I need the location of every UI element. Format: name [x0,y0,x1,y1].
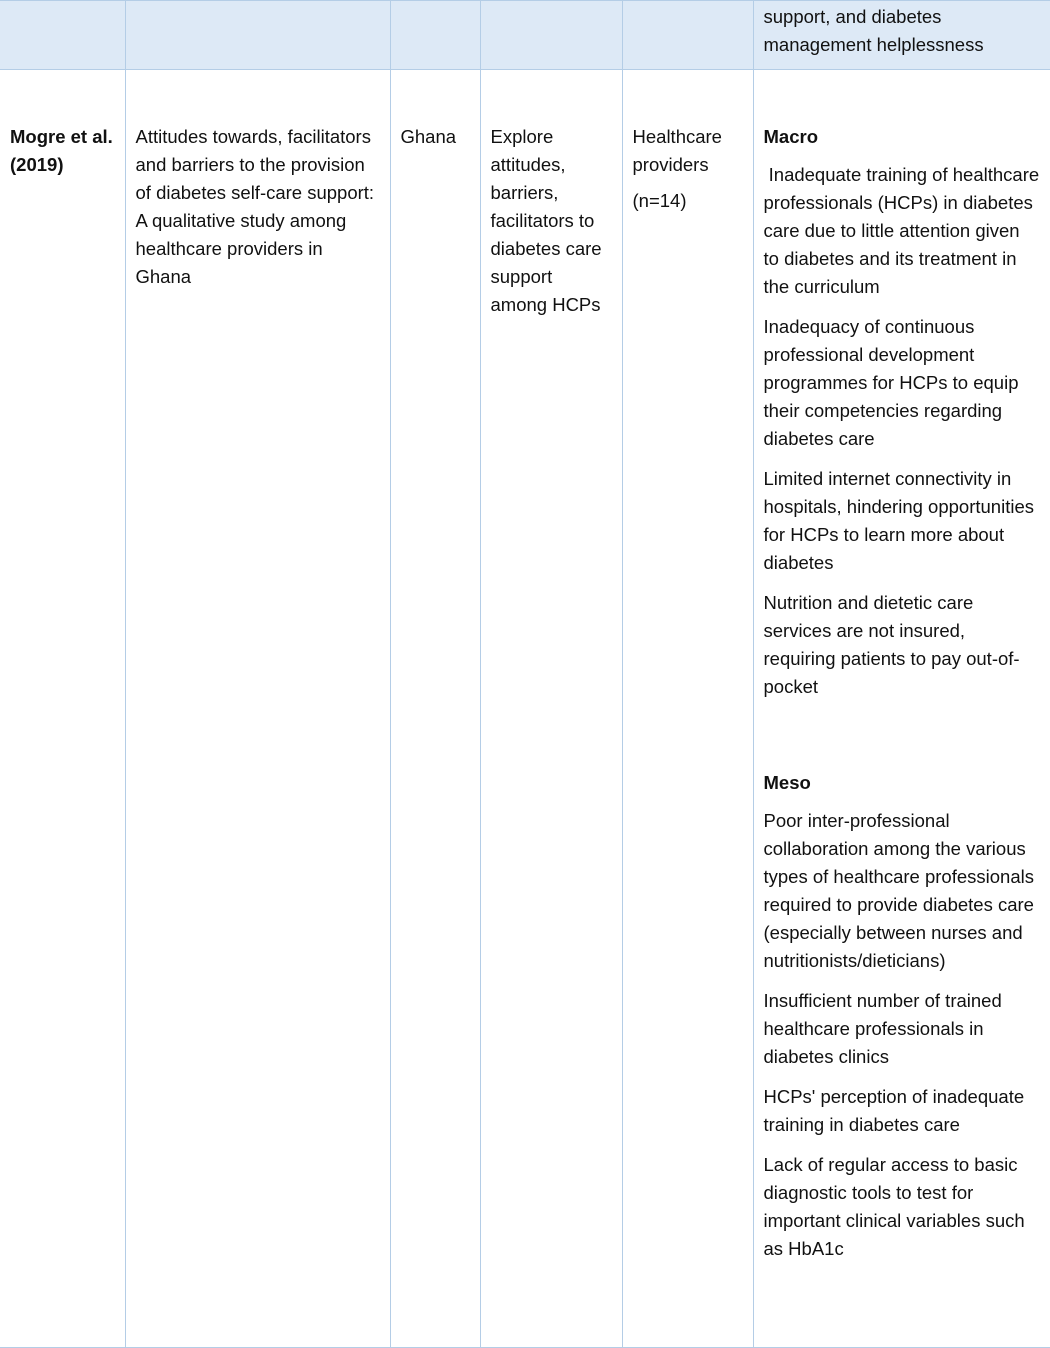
macro-heading: Macro [763,126,818,147]
meso-finding: Insufficient number of trained healthcare professionals in diabetes clinics [763,990,1002,1067]
meso-finding: Poor inter-professional collaboration among the various types of healthcare professionals required to provide diabetes care (especially between nurses and nutritionists/dieticians) [763,810,1034,971]
macro-finding: Inadequacy of continuous professional development programmes for HCPs to equip their competencies regarding diabetes care [763,316,1019,449]
table-row [0,70,1050,1348]
cont-cell-country [390,1,480,70]
meso-finding: Lack of regular access to basic diagnostic tools to test for important clinical variables such as HbA1c [763,1154,1025,1259]
study-participants: Healthcare providers [632,126,722,175]
title-cell [125,70,390,1348]
macro-finding: Inadequate training of healthcare professionals (HCPs) in diabetes care due to little attention given to diabetes and its treatment in the curriculum [763,164,1045,297]
participants-cell [622,70,753,1348]
section-spacer [764,713,1041,769]
meso-finding: HCPs' perception of inadequate training in diabetes care [763,1086,1025,1135]
cont-cell-author [0,1,125,70]
study-sample-size: (n=14) [632,190,687,211]
study-title: Attitudes towards, facilitators and barriers to the provision of diabetes self-care support: A qualitative study among healthcare providers in Ghana [135,126,375,287]
cont-cell-title [125,1,390,70]
aim-cell [480,70,622,1348]
cont-cell-findings [753,1,1050,70]
cont-cell-participants [622,1,753,70]
study-country: Ghana [400,126,457,147]
continuation-row [0,1,1050,70]
cont-cell-aim [480,1,622,70]
findings-cell [753,70,1050,1348]
study-aim: Explore attitudes, barriers, facilitators to diabetes care support among HCPs [490,126,602,315]
study-author: Mogre et al. (2019) [10,126,113,175]
macro-finding: Nutrition and dietetic care services are not insured, requiring patients to pay out-of-pocket [763,592,1020,697]
meso-heading: Meso [763,772,811,793]
author-cell [0,70,125,1348]
macro-finding: Limited internet connectivity in hospitals, hindering opportunities for HCPs to learn more about diabetes [763,468,1034,573]
country-cell [390,70,480,1348]
findings-continuation-text: support, and diabetes management helplessness [763,6,984,55]
